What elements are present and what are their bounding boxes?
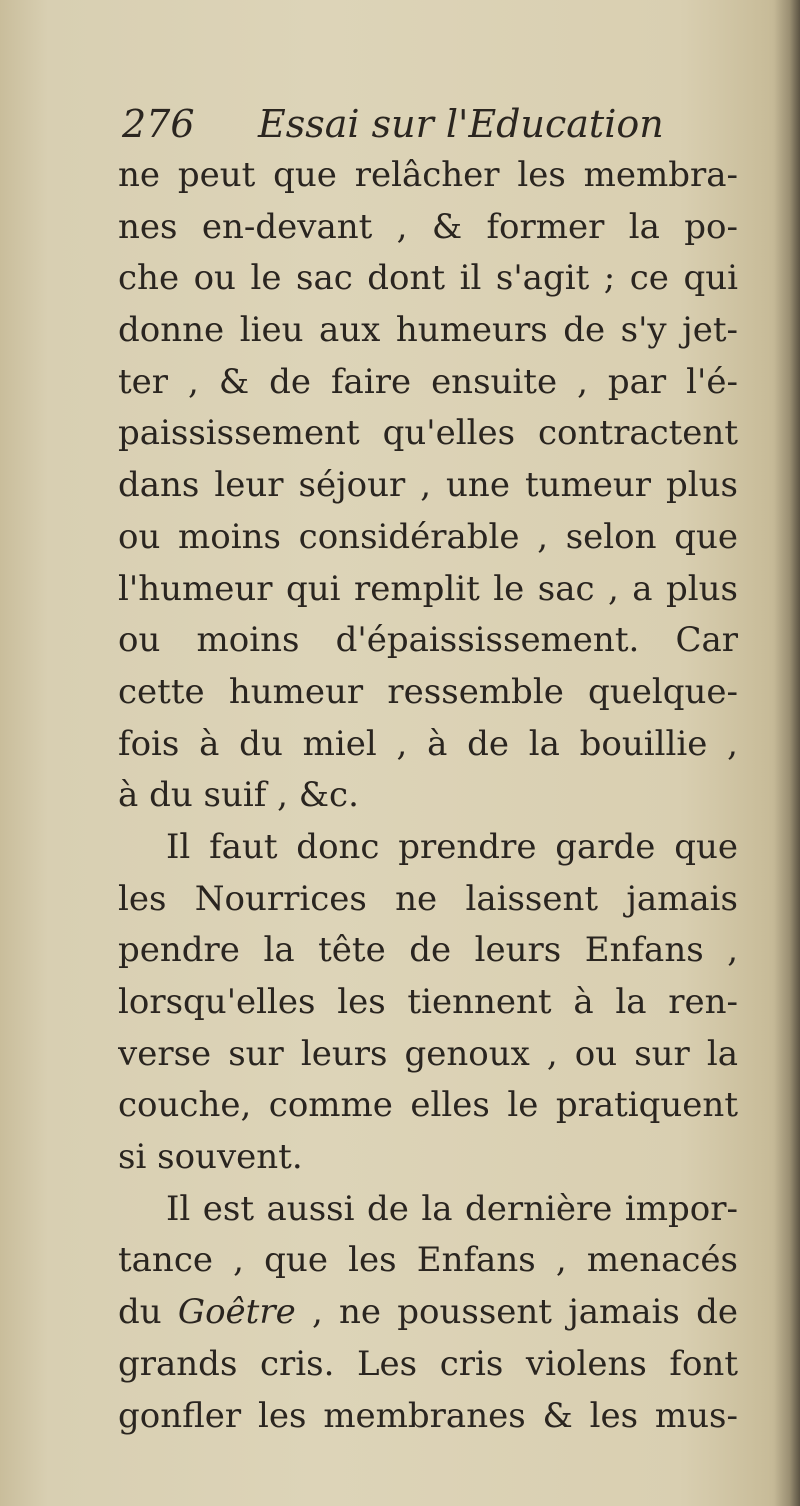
text-segment: , ne poussent jamais de <box>295 1292 738 1333</box>
text-line: cette humeur ressemble quelque- <box>118 671 738 712</box>
text-line: che ou le sac dont il s'agit ; ce qui <box>118 258 738 299</box>
text-line: fois à du miel , à de la bouillie , <box>118 723 738 764</box>
text-line: ou moins d'épaississement. Car <box>118 620 738 661</box>
page-number: 276 <box>122 102 195 146</box>
text-line: tance , que les Enfans , menacés <box>118 1240 738 1281</box>
text-line: Il faut donc prendre garde que <box>166 826 738 867</box>
text-line: lorsqu'elles les tiennent à la ren- <box>118 982 738 1022</box>
page-edge-shadow <box>774 0 800 1506</box>
text-line: gonfler les membranes & les mus- <box>118 1395 738 1436</box>
text-line: l'humeur qui remplit le sac , a plus <box>118 568 738 609</box>
text-line: nes en-devant , & former la po- <box>118 206 738 247</box>
body-text <box>118 150 738 1442</box>
running-head <box>118 96 738 152</box>
text-line: dans leur séjour , une tumeur plus <box>118 465 738 506</box>
text-line: les Nourrices ne laissent jamais <box>118 878 738 919</box>
text-line: à du suif , &c. <box>118 775 359 816</box>
text-line: Il est aussi de la dernière impor- <box>166 1188 738 1229</box>
text-line: donne lieu aux humeurs de s'y jet- <box>118 310 738 351</box>
italic-term: Goêtre <box>177 1292 296 1333</box>
text-line: grands cris. Les cris violens font <box>118 1343 738 1384</box>
text-line: verse sur leurs genoux , ou sur la <box>118 1033 738 1074</box>
text-line: ne peut que relâcher les membra- <box>118 155 738 195</box>
text-line: ou moins considérable , selon que <box>118 516 738 557</box>
running-title: Essai sur l'Education <box>258 102 664 146</box>
text-line: ter , & de faire ensuite , par l'é- <box>118 361 738 402</box>
text-segment: du <box>118 1292 178 1333</box>
text-line: pendre la tête de leurs Enfans , <box>118 930 738 971</box>
text-line: si souvent. <box>118 1137 303 1178</box>
text-line <box>118 1287 738 1339</box>
text-line: paississement qu'elles contractent <box>118 413 738 454</box>
text-line: couche, comme elles le pratiquent <box>118 1085 738 1126</box>
